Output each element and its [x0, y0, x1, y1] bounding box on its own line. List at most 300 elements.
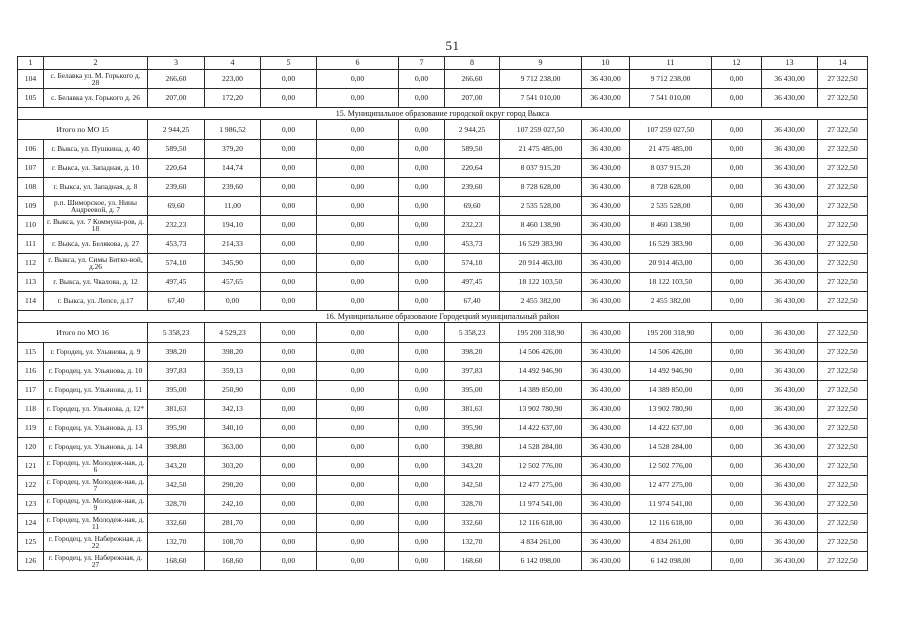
- value-cell: 342,13: [205, 400, 261, 419]
- value-cell: 12 502 776,00: [500, 457, 582, 476]
- value-cell: 0,00: [712, 292, 762, 311]
- value-cell: 36 430,00: [762, 254, 818, 273]
- column-number-cell: 13: [762, 57, 818, 70]
- value-cell: 0,00: [261, 178, 317, 197]
- column-number-row: [18, 57, 868, 70]
- value-cell: 12 477 275,00: [500, 476, 582, 495]
- value-cell: 20 914 463,00: [500, 254, 582, 273]
- table-row: [18, 419, 868, 438]
- subtotal-cell: 195 200 318,90: [630, 323, 712, 343]
- address-cell: р.п. Шиморское, ул. Нины Андреевой, д. 7: [44, 197, 148, 216]
- table-row: [18, 216, 868, 235]
- value-cell: 0,00: [399, 140, 445, 159]
- value-cell: 0,00: [712, 216, 762, 235]
- value-cell: 168,60: [205, 552, 261, 571]
- value-cell: 359,13: [205, 362, 261, 381]
- value-cell: 0,00: [317, 292, 399, 311]
- value-cell: 36 430,00: [762, 140, 818, 159]
- value-cell: 27 322,50: [818, 235, 868, 254]
- value-cell: 27 322,50: [818, 178, 868, 197]
- address-cell: г. Городец, ул. Молодеж-ная, д. 11: [44, 514, 148, 533]
- value-cell: 36 430,00: [762, 235, 818, 254]
- value-cell: 0,00: [399, 343, 445, 362]
- row-number-cell: 126: [18, 552, 44, 571]
- row-number-cell: 111: [18, 235, 44, 254]
- value-cell: 36 430,00: [582, 292, 630, 311]
- value-cell: 0,00: [261, 552, 317, 571]
- value-cell: 281,70: [205, 514, 261, 533]
- table-row: [18, 273, 868, 292]
- value-cell: 27 322,50: [818, 70, 868, 89]
- row-number-cell: 116: [18, 362, 44, 381]
- value-cell: 0,00: [261, 273, 317, 292]
- value-cell: 398,20: [148, 343, 205, 362]
- value-cell: 0,00: [261, 514, 317, 533]
- value-cell: 0,00: [712, 438, 762, 457]
- value-cell: 232,23: [148, 216, 205, 235]
- value-cell: 266,60: [148, 70, 205, 89]
- subtotal-cell: 0,00: [317, 120, 399, 140]
- column-number-cell: 3: [148, 57, 205, 70]
- value-cell: 0,00: [712, 235, 762, 254]
- value-cell: 0,00: [712, 552, 762, 571]
- value-cell: 20 914 463,00: [630, 254, 712, 273]
- value-cell: 36 430,00: [582, 254, 630, 273]
- value-cell: 36 430,00: [582, 178, 630, 197]
- row-number-cell: 110: [18, 216, 44, 235]
- value-cell: 239,60: [445, 178, 500, 197]
- value-cell: 14 389 850,00: [500, 381, 582, 400]
- value-cell: 0,00: [399, 381, 445, 400]
- subtotal-cell: 0,00: [399, 323, 445, 343]
- value-cell: 36 430,00: [762, 381, 818, 400]
- value-cell: 0,00: [317, 457, 399, 476]
- subtotal-row: [18, 120, 868, 140]
- column-number-cell: 8: [445, 57, 500, 70]
- value-cell: 0,00: [261, 235, 317, 254]
- value-cell: 398,80: [445, 438, 500, 457]
- subtotal-cell: 0,00: [712, 323, 762, 343]
- column-number-cell: 12: [712, 57, 762, 70]
- value-cell: 0,00: [261, 419, 317, 438]
- value-cell: 397,83: [445, 362, 500, 381]
- value-cell: 0,00: [399, 235, 445, 254]
- address-cell: г. Городец, ул. Ульянова, д. 11: [44, 381, 148, 400]
- address-cell: с. Белавка ул. Горького д. 26: [44, 89, 148, 108]
- value-cell: 36 430,00: [762, 362, 818, 381]
- value-cell: 220,64: [148, 159, 205, 178]
- value-cell: 12 116 618,00: [630, 514, 712, 533]
- value-cell: 0,00: [712, 381, 762, 400]
- value-cell: 27 322,50: [818, 159, 868, 178]
- value-cell: 7 541 010,00: [500, 89, 582, 108]
- value-cell: 36 430,00: [582, 514, 630, 533]
- table-row: [18, 533, 868, 552]
- value-cell: 0,00: [261, 70, 317, 89]
- row-number-cell: 112: [18, 254, 44, 273]
- table-row: [18, 197, 868, 216]
- value-cell: 0,00: [399, 495, 445, 514]
- address-cell: г. Городец, ул. Ульянова, д. 10: [44, 362, 148, 381]
- section-heading-row: [18, 311, 868, 323]
- value-cell: 0,00: [317, 495, 399, 514]
- address-cell: г. Выкса, ул. Пушкина, д. 40: [44, 140, 148, 159]
- value-cell: 27 322,50: [818, 254, 868, 273]
- value-cell: 0,00: [261, 457, 317, 476]
- value-cell: 0,00: [399, 533, 445, 552]
- subtotal-cell: 195 200 318,90: [500, 323, 582, 343]
- table-row: [18, 381, 868, 400]
- value-cell: 7 541 010,00: [630, 89, 712, 108]
- value-cell: 36 430,00: [762, 419, 818, 438]
- table-row: [18, 178, 868, 197]
- value-cell: 144,74: [205, 159, 261, 178]
- value-cell: 36 430,00: [762, 159, 818, 178]
- value-cell: 0,00: [261, 140, 317, 159]
- value-cell: 0,00: [317, 235, 399, 254]
- row-number-cell: 121: [18, 457, 44, 476]
- row-number-cell: 109: [18, 197, 44, 216]
- subtotal-cell: 0,00: [261, 120, 317, 140]
- value-cell: 0,00: [399, 89, 445, 108]
- subtotal-cell: 2 944,25: [148, 120, 205, 140]
- value-cell: 2 535 528,00: [630, 197, 712, 216]
- value-cell: 36 430,00: [762, 514, 818, 533]
- value-cell: 36 430,00: [762, 273, 818, 292]
- value-cell: 0,00: [399, 438, 445, 457]
- subtotal-row: [18, 323, 868, 343]
- value-cell: 0,00: [317, 197, 399, 216]
- address-cell: г. Городец, ул. Молодеж-ная, д. 7: [44, 476, 148, 495]
- value-cell: 398,80: [148, 438, 205, 457]
- section-heading: 16. Муниципальное образование Городецкий муниципальный район: [18, 311, 868, 323]
- value-cell: 27 322,50: [818, 273, 868, 292]
- value-cell: 343,20: [445, 457, 500, 476]
- address-cell: г. Городец, ул. Молодеж-ная, д. 6: [44, 457, 148, 476]
- value-cell: 8 728 628,00: [630, 178, 712, 197]
- value-cell: 0,00: [261, 533, 317, 552]
- value-cell: 0,00: [712, 400, 762, 419]
- value-cell: 0,00: [712, 419, 762, 438]
- value-cell: 36 430,00: [582, 552, 630, 571]
- column-number-cell: 7: [399, 57, 445, 70]
- value-cell: 0,00: [399, 476, 445, 495]
- row-number-cell: 125: [18, 533, 44, 552]
- value-cell: 0,00: [399, 70, 445, 89]
- value-cell: 36 430,00: [582, 70, 630, 89]
- table-row: [18, 552, 868, 571]
- value-cell: 0,00: [261, 216, 317, 235]
- value-cell: 12 116 618,00: [500, 514, 582, 533]
- subtotal-label: Итого по МО 15: [18, 120, 148, 140]
- value-cell: 0,00: [261, 438, 317, 457]
- value-cell: 2 535 528,00: [500, 197, 582, 216]
- value-cell: 223,00: [205, 70, 261, 89]
- value-cell: 27 322,50: [818, 438, 868, 457]
- subtotal-cell: 0,00: [317, 323, 399, 343]
- value-cell: 0,00: [317, 273, 399, 292]
- row-number-cell: 117: [18, 381, 44, 400]
- value-cell: 343,20: [148, 457, 205, 476]
- subtotal-cell: 2 944,25: [445, 120, 500, 140]
- value-cell: 36 430,00: [582, 89, 630, 108]
- value-cell: 0,00: [399, 457, 445, 476]
- value-cell: 0,00: [261, 400, 317, 419]
- value-cell: 18 122 103,50: [630, 273, 712, 292]
- value-cell: 14 506 426,00: [500, 343, 582, 362]
- value-cell: 395,90: [148, 419, 205, 438]
- value-cell: 0,00: [261, 381, 317, 400]
- value-cell: 36 430,00: [762, 438, 818, 457]
- value-cell: 132,70: [445, 533, 500, 552]
- value-cell: 0,00: [712, 495, 762, 514]
- value-cell: 0,00: [712, 362, 762, 381]
- table-row: [18, 235, 868, 254]
- row-number-cell: 123: [18, 495, 44, 514]
- value-cell: 4 834 261,00: [500, 533, 582, 552]
- row-number-cell: 113: [18, 273, 44, 292]
- subtotal-cell: 0,00: [261, 323, 317, 343]
- housing-program-table: [17, 56, 868, 571]
- value-cell: 36 430,00: [762, 70, 818, 89]
- value-cell: 303,20: [205, 457, 261, 476]
- value-cell: 9 712 238,00: [500, 70, 582, 89]
- value-cell: 36 430,00: [582, 381, 630, 400]
- value-cell: 172,20: [205, 89, 261, 108]
- value-cell: 27 322,50: [818, 495, 868, 514]
- value-cell: 27 322,50: [818, 514, 868, 533]
- subtotal-cell: 27 322,50: [818, 120, 868, 140]
- value-cell: 16 529 383,90: [500, 235, 582, 254]
- table-row: [18, 362, 868, 381]
- column-number-cell: 6: [317, 57, 399, 70]
- table-row: [18, 159, 868, 178]
- value-cell: 0,00: [399, 419, 445, 438]
- address-cell: г. Городец, ул. Ульянова, д. 13: [44, 419, 148, 438]
- value-cell: 14 528 284,00: [630, 438, 712, 457]
- row-number-cell: 106: [18, 140, 44, 159]
- value-cell: 36 430,00: [582, 273, 630, 292]
- value-cell: 14 422 637,00: [500, 419, 582, 438]
- value-cell: 0,00: [712, 476, 762, 495]
- value-cell: 36 430,00: [582, 159, 630, 178]
- value-cell: 398,20: [205, 343, 261, 362]
- address-cell: г. Выкса, ул. Белякова, д. 27: [44, 235, 148, 254]
- value-cell: 13 902 780,90: [500, 400, 582, 419]
- value-cell: 0,00: [261, 254, 317, 273]
- value-cell: 0,00: [317, 140, 399, 159]
- value-cell: 328,70: [445, 495, 500, 514]
- value-cell: 194,10: [205, 216, 261, 235]
- row-number-cell: 120: [18, 438, 44, 457]
- value-cell: 36 430,00: [762, 400, 818, 419]
- value-cell: 381,63: [445, 400, 500, 419]
- value-cell: 0,00: [317, 476, 399, 495]
- value-cell: 0,00: [399, 216, 445, 235]
- value-cell: 14 492 946,90: [630, 362, 712, 381]
- value-cell: 0,00: [317, 159, 399, 178]
- value-cell: 589,50: [148, 140, 205, 159]
- value-cell: 21 475 485,00: [630, 140, 712, 159]
- value-cell: 108,70: [205, 533, 261, 552]
- subtotal-cell: 36 430,00: [762, 323, 818, 343]
- column-number-cell: 5: [261, 57, 317, 70]
- value-cell: 2 455 382,00: [500, 292, 582, 311]
- value-cell: 239,60: [148, 178, 205, 197]
- value-cell: 14 492 946,90: [500, 362, 582, 381]
- value-cell: 9 712 238,00: [630, 70, 712, 89]
- subtotal-cell: 36 430,00: [762, 120, 818, 140]
- address-cell: г. Выкса, ул. 7 Коммуна-ров, д. 18: [44, 216, 148, 235]
- value-cell: 250,90: [205, 381, 261, 400]
- value-cell: 0,00: [261, 197, 317, 216]
- value-cell: 168,60: [445, 552, 500, 571]
- row-number-cell: 115: [18, 343, 44, 362]
- value-cell: 207,00: [445, 89, 500, 108]
- value-cell: 16 529 383,90: [630, 235, 712, 254]
- table-row: [18, 514, 868, 533]
- value-cell: 457,65: [205, 273, 261, 292]
- value-cell: 0,00: [712, 514, 762, 533]
- row-number-cell: 107: [18, 159, 44, 178]
- section-heading: 15. Муниципальное образование городской округ город Выкса: [18, 108, 868, 120]
- value-cell: 36 430,00: [582, 495, 630, 514]
- subtotal-cell: 5 358,23: [148, 323, 205, 343]
- value-cell: 0,00: [317, 438, 399, 457]
- value-cell: 14 422 637,00: [630, 419, 712, 438]
- value-cell: 589,50: [445, 140, 500, 159]
- address-cell: г. Городец, ул. Набережная, д. 27: [44, 552, 148, 571]
- value-cell: 14 506 426,00: [630, 343, 712, 362]
- value-cell: 13 902 780,90: [630, 400, 712, 419]
- value-cell: 69,60: [445, 197, 500, 216]
- value-cell: 168,60: [148, 552, 205, 571]
- subtotal-cell: 27 322,50: [818, 323, 868, 343]
- value-cell: 290,20: [205, 476, 261, 495]
- value-cell: 0,00: [712, 457, 762, 476]
- subtotal-cell: 0,00: [712, 120, 762, 140]
- value-cell: 11 974 541,00: [630, 495, 712, 514]
- value-cell: 220,64: [445, 159, 500, 178]
- table-row: [18, 495, 868, 514]
- subtotal-cell: 5 358,23: [445, 323, 500, 343]
- row-number-cell: 118: [18, 400, 44, 419]
- value-cell: 27 322,50: [818, 362, 868, 381]
- address-cell: г. Выкса, ул. Симы Битко-вой, д.26: [44, 254, 148, 273]
- value-cell: 0,00: [261, 89, 317, 108]
- table-body: [18, 57, 868, 571]
- value-cell: 36 430,00: [582, 438, 630, 457]
- value-cell: 239,60: [205, 178, 261, 197]
- value-cell: 67,40: [148, 292, 205, 311]
- value-cell: 0,00: [317, 254, 399, 273]
- column-number-cell: 14: [818, 57, 868, 70]
- value-cell: 27 322,50: [818, 533, 868, 552]
- value-cell: 36 430,00: [762, 552, 818, 571]
- subtotal-cell: 107 259 027,50: [500, 120, 582, 140]
- value-cell: 332,60: [148, 514, 205, 533]
- value-cell: 36 430,00: [582, 400, 630, 419]
- value-cell: 0,00: [399, 514, 445, 533]
- value-cell: 36 430,00: [582, 419, 630, 438]
- table-row: [18, 70, 868, 89]
- value-cell: 36 430,00: [762, 457, 818, 476]
- value-cell: 453,73: [148, 235, 205, 254]
- value-cell: 0,00: [712, 89, 762, 108]
- value-cell: 21 475 485,00: [500, 140, 582, 159]
- value-cell: 8 728 628,00: [500, 178, 582, 197]
- value-cell: 363,00: [205, 438, 261, 457]
- value-cell: 36 430,00: [582, 235, 630, 254]
- page-number: 51: [445, 38, 460, 53]
- value-cell: 0,00: [261, 292, 317, 311]
- row-number-cell: 108: [18, 178, 44, 197]
- value-cell: 574,10: [148, 254, 205, 273]
- value-cell: 0,00: [712, 343, 762, 362]
- value-cell: 0,00: [317, 89, 399, 108]
- address-cell: с. Белавка ул. М. Горького д. 28: [44, 70, 148, 89]
- value-cell: 0,00: [712, 254, 762, 273]
- value-cell: 242,10: [205, 495, 261, 514]
- value-cell: 36 430,00: [582, 140, 630, 159]
- value-cell: 36 430,00: [762, 292, 818, 311]
- value-cell: 266,60: [445, 70, 500, 89]
- value-cell: 36 430,00: [582, 476, 630, 495]
- column-number-cell: 4: [205, 57, 261, 70]
- value-cell: 27 322,50: [818, 140, 868, 159]
- value-cell: 497,45: [445, 273, 500, 292]
- value-cell: 27 322,50: [818, 89, 868, 108]
- value-cell: 36 430,00: [762, 495, 818, 514]
- table-row: [18, 140, 868, 159]
- value-cell: 0,00: [399, 400, 445, 419]
- value-cell: 36 430,00: [762, 178, 818, 197]
- value-cell: 0,00: [261, 495, 317, 514]
- value-cell: 398,20: [445, 343, 500, 362]
- value-cell: 0,00: [712, 533, 762, 552]
- address-cell: г. Городец, ул. Набережная, д. 22: [44, 533, 148, 552]
- value-cell: 27 322,50: [818, 381, 868, 400]
- subtotal-cell: 36 430,00: [582, 120, 630, 140]
- value-cell: 27 322,50: [818, 197, 868, 216]
- value-cell: 4 834 261,00: [630, 533, 712, 552]
- value-cell: 0,00: [317, 381, 399, 400]
- subtotal-label: Итого по МО 16: [18, 323, 148, 343]
- value-cell: 0,00: [399, 254, 445, 273]
- value-cell: 67,40: [445, 292, 500, 311]
- column-number-cell: 1: [18, 57, 44, 70]
- value-cell: 0,00: [317, 419, 399, 438]
- value-cell: 0,00: [317, 400, 399, 419]
- column-number-cell: 9: [500, 57, 582, 70]
- value-cell: 342,50: [148, 476, 205, 495]
- value-cell: 36 430,00: [762, 89, 818, 108]
- row-number-cell: 122: [18, 476, 44, 495]
- value-cell: 27 322,50: [818, 552, 868, 571]
- value-cell: 14 528 284,00: [500, 438, 582, 457]
- value-cell: 8 460 138,90: [630, 216, 712, 235]
- value-cell: 395,00: [445, 381, 500, 400]
- value-cell: 328,70: [148, 495, 205, 514]
- value-cell: 0,00: [317, 514, 399, 533]
- value-cell: 345,90: [205, 254, 261, 273]
- row-number-cell: 114: [18, 292, 44, 311]
- value-cell: 0,00: [399, 292, 445, 311]
- value-cell: 0,00: [399, 159, 445, 178]
- subtotal-cell: 36 430,00: [582, 323, 630, 343]
- value-cell: 395,00: [148, 381, 205, 400]
- value-cell: 0,00: [399, 552, 445, 571]
